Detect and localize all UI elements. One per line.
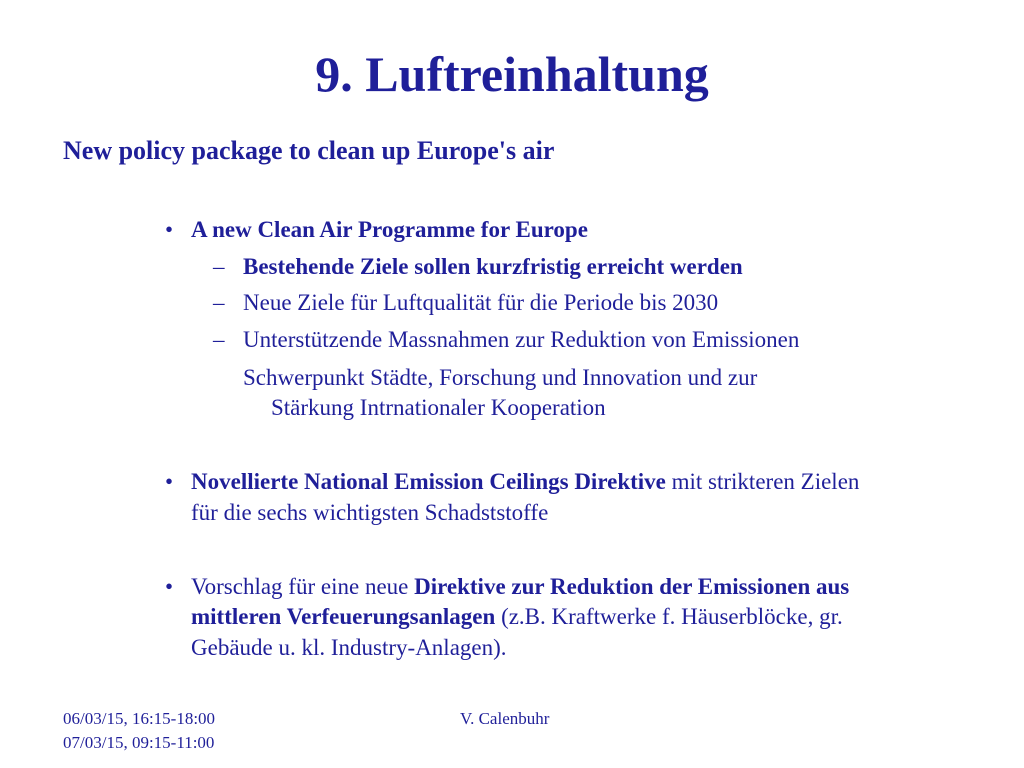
section3-bold-text-2: mittleren Verfeuerungsanlagen <box>191 604 496 629</box>
section1-heading: A new Clean Air Programme for Europe <box>191 217 588 242</box>
dash-icon: – <box>213 327 225 352</box>
section1-sub3: Unterstützende Massnahmen zur Reduktion von Emissionen <box>243 327 800 352</box>
footer-date-2: 07/03/15, 09:15-11:00 <box>63 733 215 752</box>
section1-sub1: Bestehende Ziele sollen kurzfristig erreicht werden <box>243 254 743 279</box>
section3-line3: Gebäude u. kl. Industry-Anlagen). <box>191 635 507 660</box>
section1-sub4-line2: Stärkung Intrnationaler Kooperation <box>271 395 606 420</box>
section3-bold-text: Direktive zur Reduktion der Emissionen aus <box>414 574 850 599</box>
section2-bold-text: Novellierte National Emission Ceilings Direktive <box>191 469 666 494</box>
section2-plain-text: mit strikteren Zielen <box>665 469 860 494</box>
section2-line1 <box>191 468 859 496</box>
section1-sub4-line1: Schwerpunkt Städte, Forschung und Innovation und zur <box>243 365 758 390</box>
bullet-icon: • <box>165 217 174 242</box>
slide-title: 9. Luftreinhaltung <box>315 46 709 102</box>
section3-plain-text-2: (z.B. Kraftwerke f. Häuserblöcke, gr. <box>495 604 843 629</box>
dash-icon: – <box>213 254 225 279</box>
section3-line1 <box>191 573 849 601</box>
section1-sub2: Neue Ziele für Luftqualität für die Periode bis 2030 <box>243 290 719 315</box>
slide-subtitle: New policy package to clean up Europe's air <box>63 136 555 165</box>
section3-line2 <box>191 603 843 631</box>
section3-plain-text: Vorschlag für eine neue <box>191 574 415 599</box>
bullet-icon: • <box>165 469 174 494</box>
footer-date-1: 06/03/15, 16:15-18:00 <box>63 709 216 728</box>
footer-author: V. Calenbuhr <box>460 709 550 728</box>
bullet-icon: • <box>165 574 174 599</box>
dash-icon: – <box>213 290 225 315</box>
section2-line2: für die sechs wichtigsten Schadststoffe <box>191 500 549 525</box>
